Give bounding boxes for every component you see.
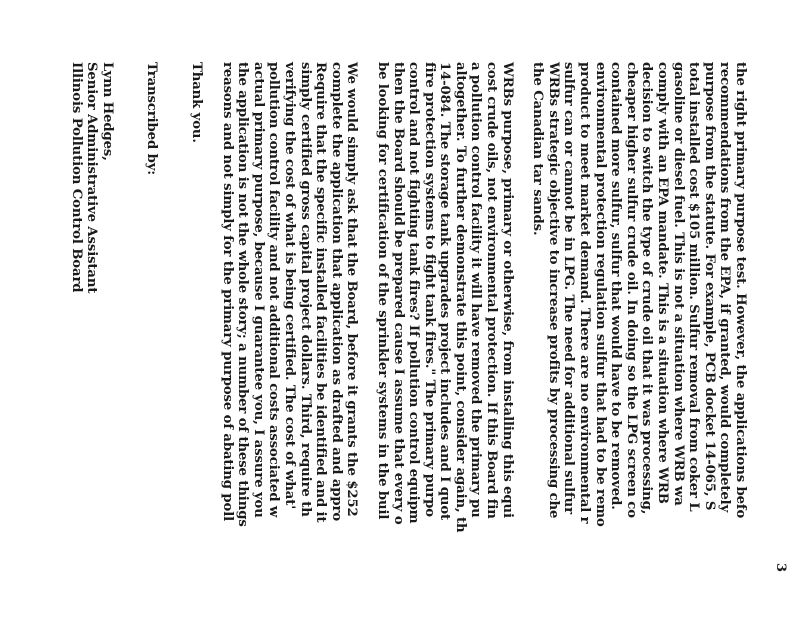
- text-line: then the Board should be prepared cause I assume that every o: [390, 62, 406, 525]
- text-line: verifying the cost of what is being certified. The cost of what': [281, 62, 297, 510]
- text-line: reasons and not simply for the primary purpose of abating poll: [219, 62, 235, 522]
- paragraph-request: [219, 62, 359, 618]
- text-line: pollution control facility and not additional costs associated w: [266, 62, 282, 518]
- text-line: cheaper higher sulfur crude oil. In doing so the LPG screen co: [623, 62, 639, 518]
- text-line: complete the application that application as drafted and appro: [328, 62, 344, 522]
- signature-title: Senior Administrative Assistant: [84, 62, 100, 294]
- text-line: Require that the specific installed facilities be identified and it: [313, 62, 329, 523]
- text-line: 14-084. The storage tank upgrades project includes and I quot: [437, 62, 453, 521]
- text-line: We would simply ask that the Board, before it grants the $252: [344, 62, 360, 517]
- text-line: cost crude oils, not environmental protection. If this Board fin: [484, 62, 500, 519]
- text-line: sulfur can or cannot be in LPG. The need for additional sulfur: [561, 62, 577, 514]
- text-line: the application is not the whole story; a number of these things: [235, 62, 251, 527]
- text-line: WRBs purpose, primary or otherwise, from installing this equi: [499, 62, 515, 518]
- text-line: actual primary purpose, because I guarantee you, I assure you: [250, 62, 266, 518]
- text-line: a pollution control facility it will have removed the primary pu: [468, 62, 484, 518]
- spacer: [159, 62, 173, 618]
- text-line: recommendations from the EPA, if granted, would completely: [717, 62, 733, 513]
- paragraph-primary-purpose: [530, 62, 748, 618]
- signature-organization: Illinois Pollution Control Board: [68, 62, 84, 293]
- text-line: total installed cost $105 million. Sulfur removal from coker L: [686, 62, 702, 512]
- text-line: altogether. To further demonstrate this point, consider again, th: [452, 62, 468, 533]
- document-body: [68, 62, 748, 618]
- page-number: 3: [773, 562, 788, 572]
- transcribed-by-label: Transcribed by:: [144, 62, 160, 176]
- signature-name: Lynn Hedges,: [99, 62, 115, 161]
- spacer: [115, 62, 129, 618]
- text-line: purpose from the statute. For example, PCB docket 14-065, S: [701, 62, 717, 511]
- text-line: simply certified gross capital project dollars. Third, require th: [297, 62, 313, 517]
- text-line: control and not fighting tank fires? If pollution control equipm: [406, 62, 422, 524]
- text-line: decision to switch the type of crude oil that it was processing,: [639, 62, 655, 515]
- text-line: the Canadian tar sands.: [530, 62, 546, 236]
- paragraph-wrb-purpose: [374, 62, 514, 618]
- text-line: fire protection systems to fight tank fires." The primary purpo: [421, 62, 437, 517]
- text-line: product to meet market demand. There are no environmental r: [577, 62, 593, 524]
- text-line: gasoline or diesel fuel. This is not a situation where WRB wa: [670, 62, 686, 506]
- text-line: WRBs strategic objective to increase profits by processing che: [545, 62, 561, 519]
- signature-block: [68, 62, 115, 618]
- text-line: comply with an EPA mandate. This is a situation where WRB: [655, 62, 671, 504]
- text-line: be looking for certification of the sprinkler systems in the buil: [374, 62, 390, 520]
- text-line: environmental protection regulation sulfur that had to be remo: [592, 62, 608, 527]
- text-line: the right primary purpose test. However, the applications befo: [733, 62, 748, 519]
- closing-line: Thank you.: [189, 62, 204, 143]
- text-line: contained more sulfur, sulfur that would have to be removed.: [608, 62, 624, 510]
